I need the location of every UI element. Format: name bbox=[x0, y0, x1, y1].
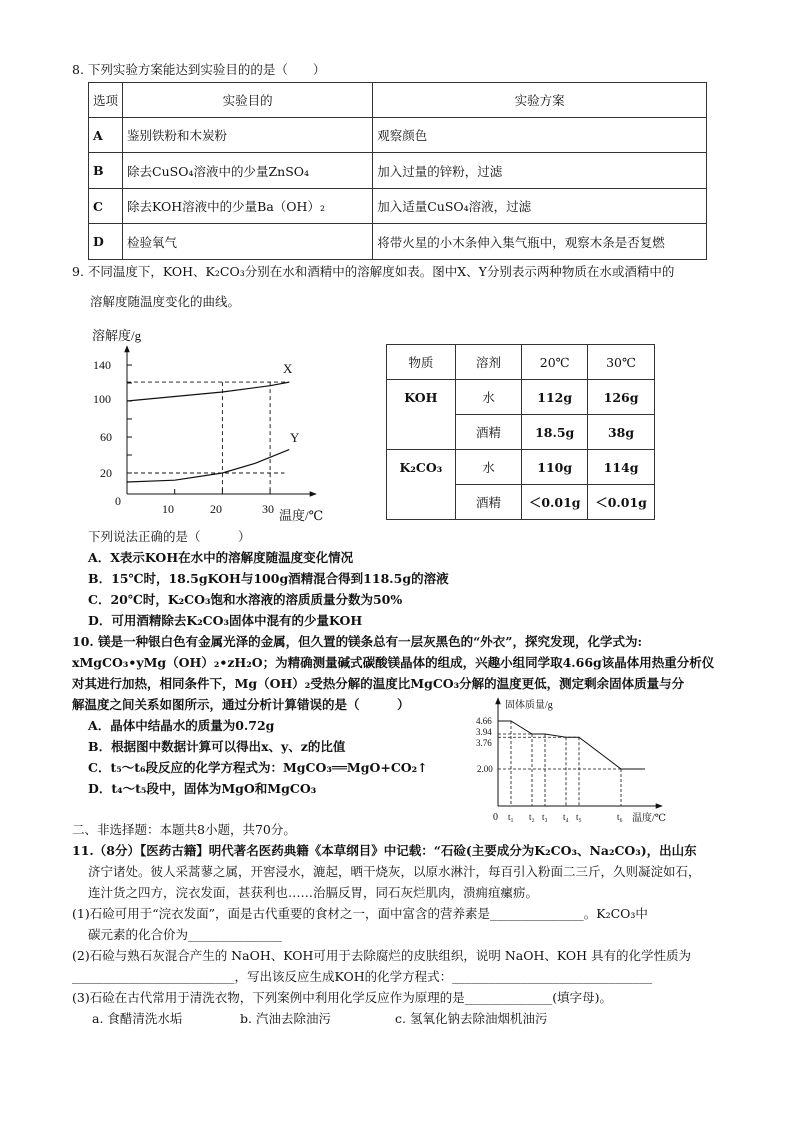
x-tick-label: t₅ bbox=[576, 812, 582, 822]
row-method: 加入过量的锌粉，过滤 bbox=[373, 153, 707, 189]
header-20c: 20℃ bbox=[522, 345, 588, 380]
q10-line: 对其进行加热，相同条件下，Mg（OH）₂受热分解的温度比MgCO₃分解的温度更低，测定剩余固体质量与分 bbox=[72, 676, 685, 691]
substance-cell: K₂CO₃ bbox=[387, 450, 456, 520]
q11-line: 连汁货之四方，浣衣发面，甚获利也……治膈反胃，同石灰烂肌肉，溃痈疽瘰疬。 bbox=[88, 885, 539, 900]
q11-part-3: (3)石硷在古代常用于清洗衣物，下列案例中利用化学反应作为原理的是______________(填字母)。 bbox=[72, 990, 612, 1005]
section-heading: 二、非选择题：本题共8小题，共70分。 bbox=[72, 822, 296, 837]
x-tick-label: 30 bbox=[262, 502, 274, 516]
row-option: B bbox=[89, 153, 123, 189]
value-cell: 110g bbox=[522, 450, 588, 485]
table-row bbox=[387, 380, 655, 415]
y-tick-label: 100 bbox=[93, 392, 111, 406]
header-substance: 物质 bbox=[387, 345, 456, 380]
q10-line: 解温度之间关系如图所示，通过分析计算错误的是（ ） bbox=[72, 697, 410, 712]
q10-line: xMgCO₃•yMg（OH）₂•zH₂O；为精确测量碱式碳酸镁晶体的组成，兴趣小组同学取4.66g该晶体用热重分析仪 bbox=[72, 655, 715, 670]
q11-part-1: (1)石硷可用于“浣衣发面”，面是古代重要的食材之一，面中富含的营养素是_______________。K₂CO₃中 bbox=[72, 906, 648, 921]
y-tick-label: 20 bbox=[100, 466, 112, 480]
y-tick-label: 3.94 bbox=[476, 727, 492, 737]
y-tick-label: 2.00 bbox=[477, 764, 493, 774]
y-tick-label: 140 bbox=[93, 358, 111, 372]
solvent-cell: 酒精 bbox=[455, 485, 522, 520]
row-goal: 鉴别铁粉和木炭粉 bbox=[123, 118, 373, 153]
q11-choice-c: c. 氢氧化钠去除油烟机油污 bbox=[395, 1011, 548, 1026]
q11-line: 11.（8分）【医药古籍】明代著名医药典籍《本草纲目》中记载：“石硷(主要成分为K₂CO₃、Na₂CO₃)，出山东 bbox=[72, 843, 697, 858]
q8-stem: 8. 下列实验方案能达到实验目的的是（ ） bbox=[72, 62, 326, 77]
value-cell: 112g bbox=[522, 380, 588, 415]
q11-part-2: (2)石硷与熟石灰混合产生的 NaOH、KOH可用于去除腐烂的皮肤组织，说明 NaOH、KOH 具有的化学性质为 bbox=[72, 948, 692, 963]
y-tick-label: 3.76 bbox=[476, 738, 492, 748]
row-goal: 除去CuSO₄溶液中的少量ZnSO₄ bbox=[123, 153, 373, 189]
row-goal: 检验氧气 bbox=[123, 224, 373, 260]
x-tick-label: t₄ bbox=[563, 812, 569, 822]
solvent-cell: 水 bbox=[455, 380, 522, 415]
curve-x bbox=[127, 382, 289, 401]
x-tick-label: t₆ bbox=[617, 812, 623, 822]
value-cell: 38g bbox=[588, 415, 655, 450]
value-cell: ＜0.01g bbox=[588, 485, 655, 520]
q10-option-d: D．t₄～t₅段中，固体为MgO和MgCO₃ bbox=[88, 781, 317, 796]
mass-curve bbox=[498, 721, 645, 769]
q11-line: 济宁诸处。彼人采蒿蓼之属，开窖浸水，漉起，晒干烧灰，以原水淋汁，每百引入粉面二三斤，久则凝淀如石， bbox=[88, 864, 701, 879]
x-tick-label: t₂ bbox=[529, 812, 535, 822]
y-tick-label: 60 bbox=[100, 430, 112, 444]
row-method: 加入适量CuSO₄溶液，过滤 bbox=[373, 189, 707, 224]
q9-stem-line-2: 溶解度随温度变化的曲线。 bbox=[90, 294, 241, 309]
solubility-table bbox=[386, 344, 655, 520]
header-30c: 30℃ bbox=[588, 345, 655, 380]
substance-cell: KOH bbox=[387, 380, 456, 450]
q9-stem-line-1: 9. 不同温度下，KOH、K₂CO₃分别在水和酒精中的溶解度如表。图中X、Y分别表示两种物质在水或酒精中的 bbox=[72, 264, 675, 279]
header-solvent: 溶剂 bbox=[455, 345, 522, 380]
value-cell: ＜0.01g bbox=[522, 485, 588, 520]
row-method: 观察颜色 bbox=[373, 118, 707, 153]
row-option: D bbox=[89, 224, 123, 260]
row-option: A bbox=[89, 118, 123, 153]
q11-part-2-cont: __________________________，写出该反应生成KOH的化学方程式：________________________________ bbox=[72, 969, 653, 984]
origin-label: 0 bbox=[115, 494, 121, 508]
q10-line: 10. 镁是一种银白色有金属光泽的金属，但久置的镁条总有一层灰黑色的“外衣”，探究发现，化学式为: bbox=[72, 634, 643, 649]
table-row bbox=[387, 450, 655, 485]
row-option: C bbox=[89, 189, 123, 224]
q9-option-a: A．X表示KOH在水中的溶解度随温度变化情况 bbox=[88, 550, 354, 565]
curve-y bbox=[127, 450, 289, 482]
row-goal: 除去KOH溶液中的少量Ba（OH）₂ bbox=[123, 189, 373, 224]
q11-choice-a: a. 食醋清洗水垢 bbox=[92, 1011, 183, 1026]
q11-part-1-cont: 碳元素的化合价为_______________ bbox=[88, 927, 282, 942]
curve-y-label: Y bbox=[290, 430, 300, 445]
y-axis-label: 固体质量/g bbox=[505, 700, 553, 711]
q9-option-d: D．可用酒精除去K₂CO₃固体中混有的少量KOH bbox=[88, 613, 363, 628]
x-tick-label: 10 bbox=[162, 502, 174, 516]
q9-option-b: B．15℃时，18.5gKOH与100g酒精混合得到118.5g的溶液 bbox=[88, 571, 449, 586]
value-cell: 126g bbox=[588, 380, 655, 415]
solvent-cell: 水 bbox=[455, 450, 522, 485]
q11-choice-b: b. 汽油去除油污 bbox=[240, 1011, 331, 1026]
y-tick-label: 4.66 bbox=[476, 716, 492, 726]
origin-label: 0 bbox=[493, 812, 498, 823]
q9-prompt: 下列说法正确的是（ ） bbox=[88, 529, 251, 544]
header-method: 实验方案 bbox=[373, 83, 707, 118]
x-tick-label: t₁ bbox=[508, 812, 514, 822]
header-goal: 实验目的 bbox=[123, 83, 373, 118]
y-axis-label: 溶解度/g bbox=[92, 328, 142, 343]
curve-x-label: X bbox=[283, 361, 293, 376]
x-tick-label: 20 bbox=[210, 502, 222, 516]
x-tick-label: t₃ bbox=[542, 812, 548, 822]
value-cell: 18.5g bbox=[522, 415, 588, 450]
q10-option-a: A．晶体中结晶水的质量为0.72g bbox=[88, 718, 275, 733]
table-header-row bbox=[387, 345, 655, 380]
value-cell: 114g bbox=[588, 450, 655, 485]
x-axis-label: 温度/℃ bbox=[279, 508, 324, 523]
q10-option-b: B．根据图中数据计算可以得出x、y、z的比值 bbox=[88, 739, 346, 754]
q9-option-c: C．20℃时，K₂CO₃饱和水溶液的溶质质量分数为50% bbox=[88, 592, 403, 607]
x-axis-label: 温度/℃ bbox=[632, 813, 666, 824]
q10-option-c: C．t₅～t₆段反应的化学方程式为：MgCO₃══MgO+CO₂↑ bbox=[88, 760, 428, 775]
header-option: 选项 bbox=[89, 83, 123, 118]
solvent-cell: 酒精 bbox=[455, 415, 522, 450]
row-method: 将带火星的小木条伸入集气瓶中，观察木条是否复燃 bbox=[373, 224, 707, 260]
